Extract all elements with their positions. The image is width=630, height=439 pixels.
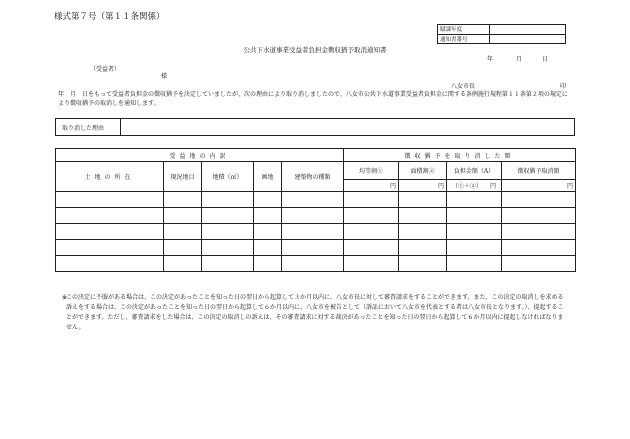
cell-cancel-amount[interactable] bbox=[502, 224, 576, 240]
table-row bbox=[56, 224, 576, 240]
cell-cancel-amount[interactable] bbox=[502, 240, 576, 256]
cell-location[interactable] bbox=[56, 208, 164, 224]
cell-area-rate[interactable] bbox=[399, 240, 447, 256]
cell-land-category[interactable] bbox=[164, 208, 202, 224]
col-unit-price: 均等割① bbox=[344, 162, 399, 180]
beneficiary-land-table bbox=[55, 148, 576, 272]
burden-formula-cell bbox=[447, 180, 502, 192]
cancel-reason-label: 取り消した理由 bbox=[56, 119, 121, 135]
date-month-unit: 月 bbox=[516, 56, 523, 63]
cell-location[interactable] bbox=[56, 256, 164, 272]
cell-burden-amount[interactable] bbox=[447, 192, 502, 208]
recipient-label: （受益者） bbox=[90, 66, 121, 73]
col-area-rate: 面積割② bbox=[399, 162, 447, 180]
cell-area-rate[interactable] bbox=[399, 224, 447, 240]
cell-location[interactable] bbox=[56, 240, 164, 256]
table-column-header bbox=[56, 162, 576, 180]
cell-area[interactable] bbox=[202, 256, 254, 272]
group-header-land: 受益地の内訳 bbox=[56, 149, 344, 162]
col-area: 地積（㎡） bbox=[202, 162, 254, 192]
cell-area[interactable] bbox=[202, 192, 254, 208]
cell-unit-price[interactable] bbox=[344, 224, 399, 240]
cell-cancel-amount[interactable] bbox=[502, 192, 576, 208]
fiscal-info-box bbox=[437, 24, 566, 44]
cell-burden-amount[interactable] bbox=[447, 224, 502, 240]
note-mark: ※ bbox=[62, 294, 68, 301]
cell-burden-amount[interactable] bbox=[447, 208, 502, 224]
cell-unit-price[interactable] bbox=[344, 192, 399, 208]
col-burden-amount: 負担金額（A） bbox=[447, 162, 502, 180]
appeal-notice-text: この決定に不服がある場合は、この決定があったことを知った日の翌日から起算して３か月以内に、八女市長に対して審査請求をすることができます。また、この決定の取消しを求める訴えをする場合は、この決定があったことを知った日の翌日から起算して６か月以内に、八女市を被告として（訴訟において八女市を代表とする者は八女市長となります。）、提起することができます。ただし、審査請求をした場合は、この決定の取消しの訴えは、その審査請求に対する裁決があったことを知った日の翌日から起算して６か月以内に提起しなければなりません。 bbox=[66, 294, 564, 331]
table-row bbox=[56, 192, 576, 208]
fiscal-year-row bbox=[438, 25, 566, 35]
cell-area[interactable] bbox=[202, 240, 254, 256]
document-title: 公共下水道事業受益者負担金徴収猶予取消通知書 bbox=[243, 46, 387, 54]
burden-formula: （①＋②） bbox=[452, 183, 483, 190]
cell-land-category[interactable] bbox=[164, 240, 202, 256]
date-year-unit: 年 bbox=[487, 56, 494, 63]
area-rate-yen: 円 bbox=[399, 180, 447, 192]
cell-cancel-amount[interactable] bbox=[502, 256, 576, 272]
cell-area-rate[interactable] bbox=[399, 208, 447, 224]
burden-yen: 円 bbox=[489, 183, 496, 190]
cell-land-category[interactable] bbox=[164, 224, 202, 240]
table-row bbox=[56, 240, 576, 256]
cancel-reason-box bbox=[55, 118, 575, 136]
notice-number-label: 通知書番号 bbox=[438, 34, 490, 44]
group-header-cancelled: 徴収猶予を取り消した額 bbox=[344, 149, 576, 162]
cell-cancel-amount[interactable] bbox=[502, 208, 576, 224]
table-row bbox=[56, 256, 576, 272]
cell-burden-amount[interactable] bbox=[447, 256, 502, 272]
cell-unit-price[interactable] bbox=[344, 240, 399, 256]
cell-area-rate[interactable] bbox=[399, 192, 447, 208]
table-group-header bbox=[56, 149, 576, 162]
table-row bbox=[56, 208, 576, 224]
cell-frontage[interactable] bbox=[254, 240, 282, 256]
cell-frontage[interactable] bbox=[254, 256, 282, 272]
issuer-name: 八女市長 bbox=[451, 83, 476, 90]
col-frontage: 画地 bbox=[254, 162, 282, 192]
unit-price-yen: 円 bbox=[344, 180, 399, 192]
date-day-unit: 日 bbox=[542, 56, 549, 63]
fiscal-year-field[interactable] bbox=[490, 25, 566, 35]
cell-burden-amount[interactable] bbox=[447, 240, 502, 256]
cell-area[interactable] bbox=[202, 224, 254, 240]
cell-frontage[interactable] bbox=[254, 208, 282, 224]
cell-building-type[interactable] bbox=[282, 208, 344, 224]
col-building-type: 建築物の種類 bbox=[282, 162, 344, 192]
body-text: 年 月 日をもって受益者負担金の徴収猶予を決定していましたが、次の理由により取り消しましたので、八女市公共下水道事業受益者負担金に関する条例施行規程第１１条第２項の規定により徴収猶予の取消しを通知します。 bbox=[58, 91, 568, 107]
notice-number-row bbox=[438, 34, 566, 44]
cell-location[interactable] bbox=[56, 224, 164, 240]
seal-mark: 印 bbox=[560, 83, 567, 90]
cell-unit-price[interactable] bbox=[344, 208, 399, 224]
cell-building-type[interactable] bbox=[282, 224, 344, 240]
cell-building-type[interactable] bbox=[282, 192, 344, 208]
cell-frontage[interactable] bbox=[254, 224, 282, 240]
col-location: 土地の所在 bbox=[56, 162, 164, 192]
fiscal-year-label: 賦課年度 bbox=[438, 25, 490, 35]
col-cancel-amount: 徴収猶予取消額 bbox=[502, 162, 576, 180]
form-number: 様式第７号（第１１条関係） bbox=[54, 12, 165, 22]
cell-location[interactable] bbox=[56, 192, 164, 208]
cell-area-rate[interactable] bbox=[399, 256, 447, 272]
cell-area[interactable] bbox=[202, 208, 254, 224]
cell-building-type[interactable] bbox=[282, 256, 344, 272]
notice-number-field[interactable] bbox=[490, 34, 566, 44]
col-land-category: 現況地目 bbox=[164, 162, 202, 192]
cell-frontage[interactable] bbox=[254, 192, 282, 208]
cell-land-category[interactable] bbox=[164, 256, 202, 272]
cell-building-type[interactable] bbox=[282, 240, 344, 256]
cell-land-category[interactable] bbox=[164, 192, 202, 208]
recipient-honorific: 様 bbox=[161, 73, 168, 80]
cell-unit-price[interactable] bbox=[344, 256, 399, 272]
cancel-amount-yen: 円 bbox=[502, 180, 576, 192]
